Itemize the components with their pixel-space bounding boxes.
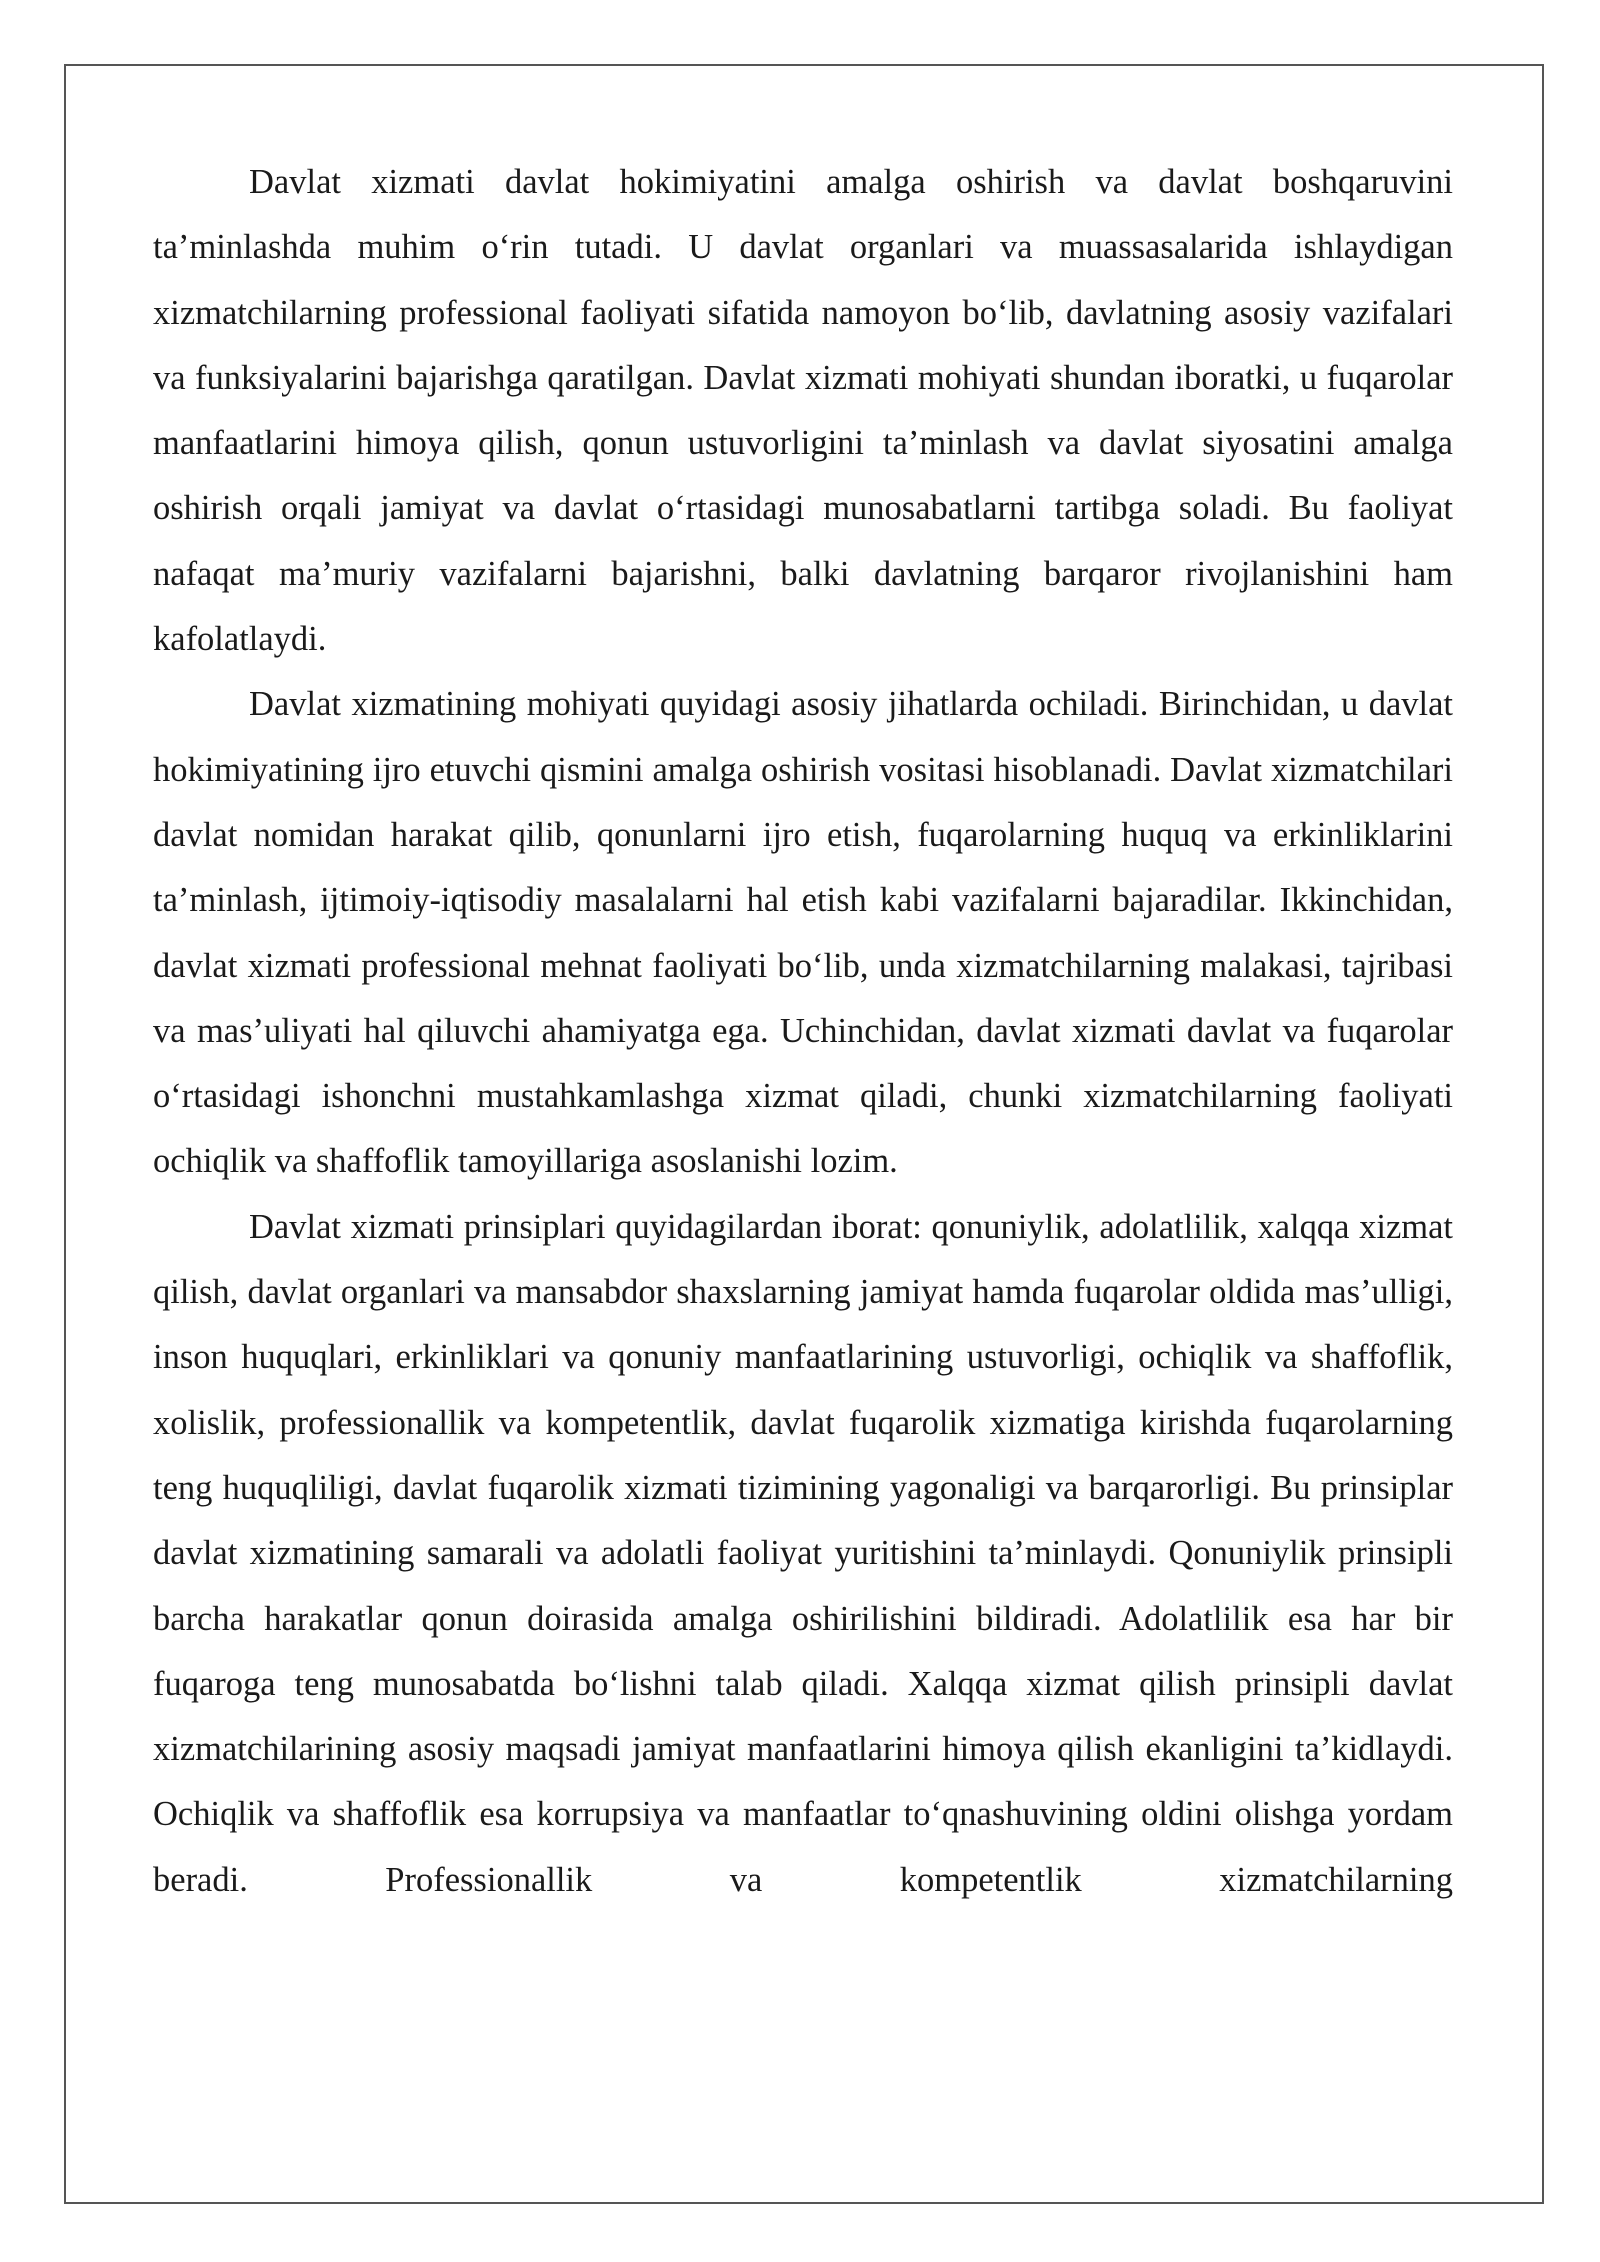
paragraph-2: Davlat xizmatining mohiyati quyidagi asosiy jihatlarda ochiladi. Birinchidan, u davlat hokimiyatining ijro etuvchi qismini amalga oshirish vositasi hisoblanadi. Davlat xizmatchilari davlat nomidan harakat qilib, qonunlarni ijro etish, fuqarolarning huquq va erkinliklarini ta’minlash, ijtimoiy-iqtisodiy masalalarni hal etish kabi vazifalarni bajaradilar. Ikkinchidan, davlat xizmati professional mehnat faoliyati bo‘lib, unda xizmatchilarning malakasi, tajribasi va mas’uliyati hal qiluvchi ahamiyatga ega. Uchinchidan, davlat xizmati davlat va fuqarolar o‘rtasidagi ishonchni mustahkamlashga xizmat qiladi, chunki xizmatchilarning faoliyati ochiqlik va shaffoflik tamoyillariga asoslanishi lozim. <box>153 685 1453 1181</box>
paragraph-3: Davlat xizmati prinsiplari quyidagilardan iborat: qonuniylik, adolatlilik, xalqqa xizmat qilish, davlat organlari va mansabdor shaxslarning jamiyat hamda fuqarolar oldida mas’ulligi, inson huquqlari, erkinliklari va qonuniy manfaatlarining ustuvorligi, ochiqlik va shaffoflik, xolislik, professionallik va kompetentlik, davlat fuqarolik xizmatiga kirishda fuqarolarning teng huquqliligi, davlat fuqarolik xizmati tizimining yagonaligi va barqarorligi. Bu prinsiplar davlat xizmatining samarali va adolatli faoliyat yuritishini ta’minlaydi. Qonuniylik prinsipli barcha harakatlar qonun doirasida amalga oshirilishini bildiradi. Adolatlilik esa har bir fuqaroga teng munosabatda bo‘lishni talab qiladi. Xalqqa xizmat qilish prinsipli davlat xizmatchilarining asosiy maqsadi jamiyat manfaatlarini himoya qilish ekanligini ta’kidlaydi. Ochiqlik va shaffoflik esa korrupsiya va manfaatlar to‘qnashuvining oldini olishga yordam beradi. Professionallik va kompetentlik xizmatchilarning <box>153 1207 1453 1899</box>
paragraph-1: Davlat xizmati davlat hokimiyatini amalga oshirish va davlat boshqaruvini ta’minlashda muhim o‘rin tutadi. U davlat organlari va muassasalarida ishlaydigan xizmatchilarning professional faoliyati sifatida namoyon bo‘lib, davlatning asosiy vazifalari va funksiyalarini bajarishga qaratilgan. Davlat xizmati mohiyati shundan iboratki, u fuqarolar manfaatlarini himoya qilish, qonun ustuvorligini ta’minlash va davlat siyosatini amalga oshirish orqali jamiyat va davlat o‘rtasidagi munosabatlarni tartibga soladi. Bu faoliyat nafaqat ma’muriy vazifalarni bajarishni, balki davlatning barqaror rivojlanishini ham kafolatlaydi. <box>153 163 1453 659</box>
document-body <box>153 150 1453 1913</box>
